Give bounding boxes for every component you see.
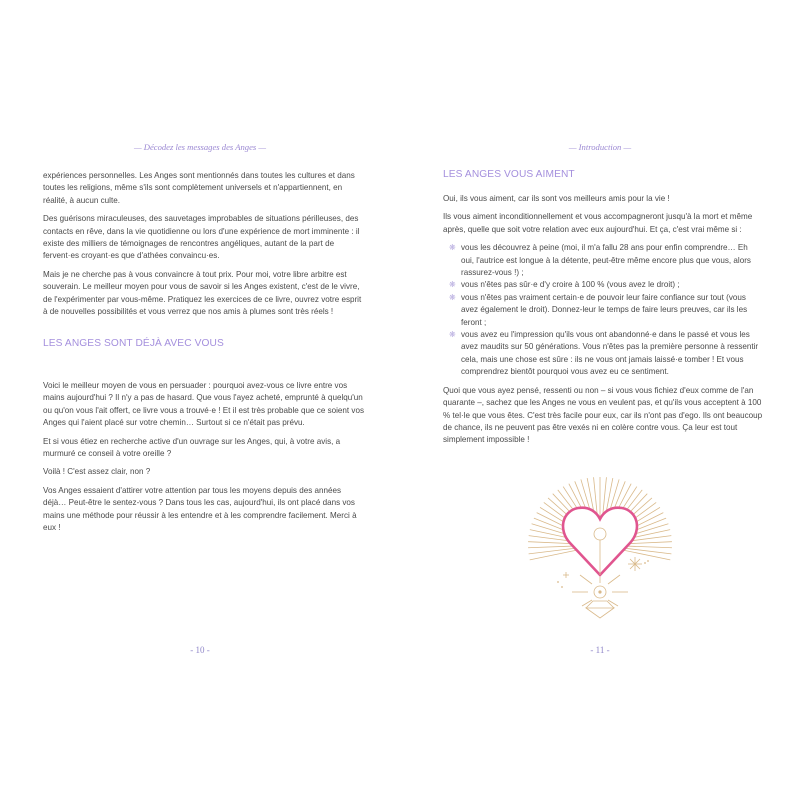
running-head: — Décodez les messages des Anges — [133,142,267,152]
paragraph: Vos Anges essaient d'attirer votre attention par tous les moyens depuis des années déjà… Peut-être le sentez-vous ? Dans tous les cas, aujourd'hui, ils ont placé dans vos mains une méthode pour réussir à les entendre et à les comprendre facilement. Merci à eux ! [43,485,357,533]
paragraph: expériences personnelles. Les Anges sont mentionnés dans toutes les cultures et dans toutes les religions, même s'ils sont complètement universels et n'appartiennent, en réalité, à aucun culte. [43,171,355,205]
paragraph: Oui, ils vous aiment, car ils sont vos meilleurs amis pour la vie ! [443,194,670,203]
paragraph: Ils vous aiment inconditionnellement et vous accompagneront jusqu'à la mort et même après, quelle que soit votre relation avec eux aujourd'hui. Et ça, c'est vrai même si : [443,212,753,234]
heart-illustration [510,475,690,635]
paragraph: Quoi que vous ayez pensé, ressenti ou non – si vous vous fichiez d'eux comme de l'an quarante –, sachez que les Anges ne vous en veulent pas, et qu'ils vous acceptent à 100 % tel·le que vous êtes. C'est très facile pour eux, car ils n'ont pas d'ego. Ils ont beaucoup de chance, ils ne peuvent pas être vexés ni en colère contre vous. Ça leur est tout simplement impossible ! [443,385,763,445]
bullet-list [443,242,763,378]
list-item: ❋ vous n'êtes pas sûr·e d'y croire à 100 % (vous avez le droit) ; [461,279,763,291]
paragraph: Voici le meilleur moyen de vous en persuader : pourquoi avez-vous ce livre entre vos mains aujourd'hui ? Il n'y a pas de hasard. Que vous l'ayez acheté, emprunté à quelqu'un ou qu'on vous l'ait offert, ce livre vous a trouvé·e ! Et il est très probable que ce soient vos Anges qui l'aient placé sur votre chemin… Surtout si ce n'était pas prévu. [43,381,365,428]
page-number: - 10 - [190,645,210,655]
paragraph: Voilà ! C'est assez clair, non ? [43,467,151,477]
paragraph: Mais je ne cherche pas à vous convaincre à tout prix. Pour moi, votre libre arbitre est souverain. Le meilleur moyen pour vous de savoir si les Anges existent, c'est de le vivre, de l'expérimenter par vous-même. Pratiquez les exercices de ce livre, ouvrez votre esprit à de nouvelles possibilités et vous verrez que nos amis à plumes sont très réels ! [43,269,362,317]
list-item: ❋ vous les découvrez à peine (moi, il m'a fallu 28 ans pour enfin comprendre… Eh oui, l'autrice est longue à la détente, peut-être même encore plus que vous, alors rassurez-vous !) ; [449,243,751,278]
paragraph: Des guérisons miraculeuses, des sauvetages improbables de situations périlleuses, des contacts en rêve, dans la vie quotidienne ou lors d'une expérience de mort imminente : il existe des milliers de témoignages de rencontres angéliques, autant de la part de fervent·es croyant·es que d'athées convaincu·es. [43,214,360,261]
list-item: ❋ vous n'êtes pas vraiment certain·e de pouvoir leur faire confiance sur tout (vous avez également le droit). Donnez-leur le temps de faire leurs preuves, car ils les feront ; [449,292,748,327]
flower-bullet-icon: ❋ [449,280,456,290]
section-heading: LES ANGES SONT DÉJÀ AVEC VOUS [43,338,224,349]
right-page [400,0,800,800]
section-heading: LES ANGES VOUS AIMENT [443,169,575,180]
body [443,193,763,453]
body-top [43,170,365,324]
flower-bullet-icon: ❋ [449,330,456,340]
list-item: ❋ vous avez eu l'impression qu'ils vous ont abandonné·e dans le passé et vous les avez maudits sur 50 générations. Vous n'êtes pas la première personne à ressentir cela, mais une chose est sûre : ils ne vous ont jamais laissé·e tomber ! Et vous comprendrez bientôt pourquoi vous avez eu ce sentiment. [449,330,759,377]
flower-bullet-icon: ❋ [449,292,456,302]
flower-bullet-icon: ❋ [449,243,456,253]
body-bottom [43,380,365,540]
running-head: — Introduction — [568,142,632,152]
paragraph: Et si vous étiez en recherche active d'un ouvrage sur les Anges, qui, à votre avis, a murmuré ce conseil à votre oreille ? [43,436,341,459]
page-number: - 11 - [590,645,610,655]
